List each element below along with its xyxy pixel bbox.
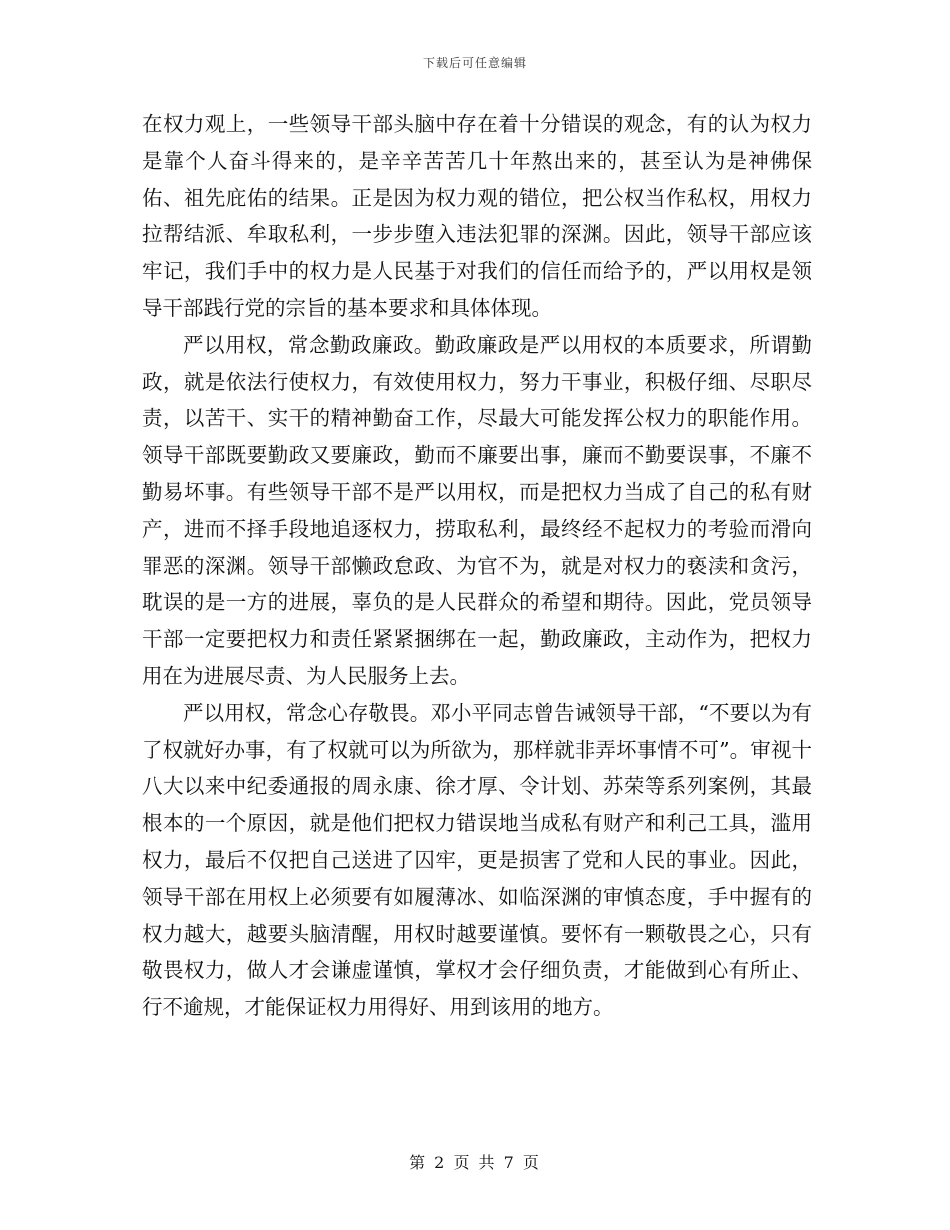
page-number: 第 2 页 共 7 页 — [409, 1153, 541, 1172]
paragraph-3: 严以用权，常念心存敬畏。邓小平同志曾告诫领导干部，“不要以为有了权就好办事，有了权就可以为所欲为，那样就非弄坏事情不可”。审视十八大以来中纪委通报的周永康、徐才厚、令计划、苏荣等系列案例，其最根本的一个原因，就是他们把权力错误地当成私有财产和利己工具，滥用权力，最后不仅把自己送进了囚牢，更是损害了党和人民的事业。因此，领导干部在用权上必须要有如履薄冰、如临深渊的审慎态度，手中握有的权力越大，越要头脑清醒，用权时越要谨慎。要怀有一颗敬畏之心，只有敬畏权力，做人才会谦虚谨慎，掌权才会仔细负责，才能做到心有所止、行不逾规，才能保证权力用得好、用到该用的地方。 — [142, 700, 812, 1020]
paragraph-2: 严以用权，常念勤政廉政。勤政廉政是严以用权的本质要求，所谓勤政，就是依法行使权力，有效使用权力，努力干事业，积极仔细、尽职尽责，以苦干、实干的精神勤奋工作，尽最大可能发挥公权力的职能作用。领导干部既要勤政又要廉政，勤而不廉要出事，廉而不勤要误事，不廉不勤易坏事。有些领导干部不是严以用权，而是把权力当成了自己的私有财产，进而不择手段地追逐权力，捞取私利，最终经不起权力的考验而滑向罪恶的深渊。领导干部懒政怠政、为官不为，就是对权力的亵渎和贪污，耽误的是一方的进展，辜负的是人民群众的希望和期待。因此，党员领导干部一定要把权力和责任紧紧捆绑在一起，勤政廉政，主动作为，把权力用在为进展尽责、为人民服务上去。 — [142, 332, 812, 688]
body-text — [142, 106, 812, 1026]
header-note: 下载后可任意编辑 — [422, 56, 527, 70]
paragraph-1: 在权力观上，一些领导干部头脑中存在着十分错误的观念，有的认为权力是靠个人奋斗得来的，是辛辛苦苦几十年熬出来的，甚至认为是神佛保佑、祖先庇佑的结果。正是因为权力观的错位，把公权当作私权，用权力拉帮结派、牟取私利，一步步堕入违法犯罪的深渊。因此，领导干部应该牢记，我们手中的权力是人民基于对我们的信任而给予的，严以用权是领导干部践行党的宗旨的基本要求和具体体现。 — [142, 112, 812, 320]
